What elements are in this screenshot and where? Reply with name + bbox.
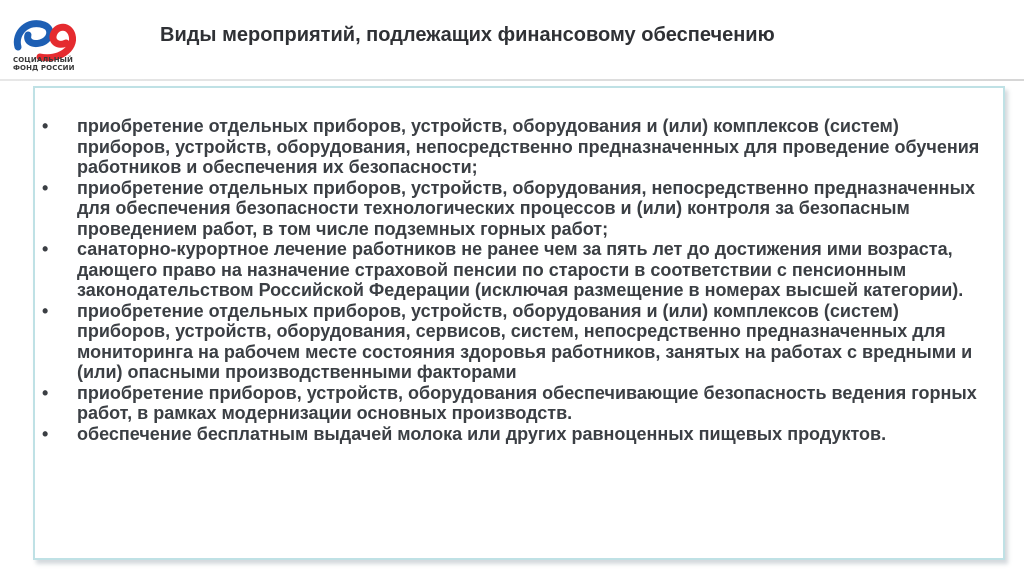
logo-blue-stroke: [17, 24, 49, 47]
list-item-text: обеспечение бесплатным выдачей молока или других равноценных пищевых продуктов.: [77, 423, 887, 444]
list-item-text: санаторно-курортное лечение работников не ранее чем за пять лет до достижения ими возраста, дающего право на назначение страховой пенсии по старости в соответствии с пенсионным законодательством Российской Федерации (исключая размещение в номерах высшей категории).: [77, 239, 964, 300]
list-item-text: приобретение отдельных приборов, устройств, оборудования, непосредственно предназначенных для обеспечения безопасности технологических процессов и (или) контроля за безопасным проведением работ, в том числе подземных горных работ;: [77, 177, 975, 239]
list-item: [40, 178, 990, 240]
header-divider: [0, 79, 1024, 81]
bullet-icon: •: [42, 300, 49, 321]
bullet-icon: •: [42, 239, 49, 259]
bullet-icon: •: [42, 423, 49, 444]
list-item: [40, 383, 990, 424]
list-item: [40, 301, 990, 383]
list-item: [40, 116, 990, 178]
logo-caption-line2: ФОНД РОССИИ: [13, 64, 75, 72]
list-item: [40, 424, 990, 445]
list-item-text: приобретение отдельных приборов, устройств, оборудования и (или) комплексов (систем) приборов, устройств, оборудования, сервисов, систем, непосредственно предназначенных для мониторинга на рабочем месте состояния здоровья работников, занятых на работах с вредными и (или) опасными производственными факторами: [77, 300, 973, 382]
list-item-text: приобретение приборов, устройств, оборудования обеспечивающие безопасность ведения горных работ, в рамках модернизации основных производств.: [77, 382, 977, 423]
list-item-text: приобретение отдельных приборов, устройств, оборудования и (или) комплексов (систем) приборов, устройств, оборудования, непосредственно предназначенных для проведение обучения работников и обеспечения их безопасности;: [77, 116, 980, 177]
slide-header: [0, 0, 1024, 82]
page-title: Виды мероприятий, подлежащих финансовому обеспечению: [160, 24, 775, 46]
list-item: [40, 239, 990, 301]
logo-caption: [13, 56, 103, 72]
bullet-icon: •: [42, 116, 49, 136]
logo-caption-line1: СОЦИАЛЬНЫЙ: [13, 56, 73, 64]
bullet-icon: •: [42, 177, 49, 198]
bullet-icon: •: [42, 382, 49, 403]
measures-list: [40, 116, 990, 444]
